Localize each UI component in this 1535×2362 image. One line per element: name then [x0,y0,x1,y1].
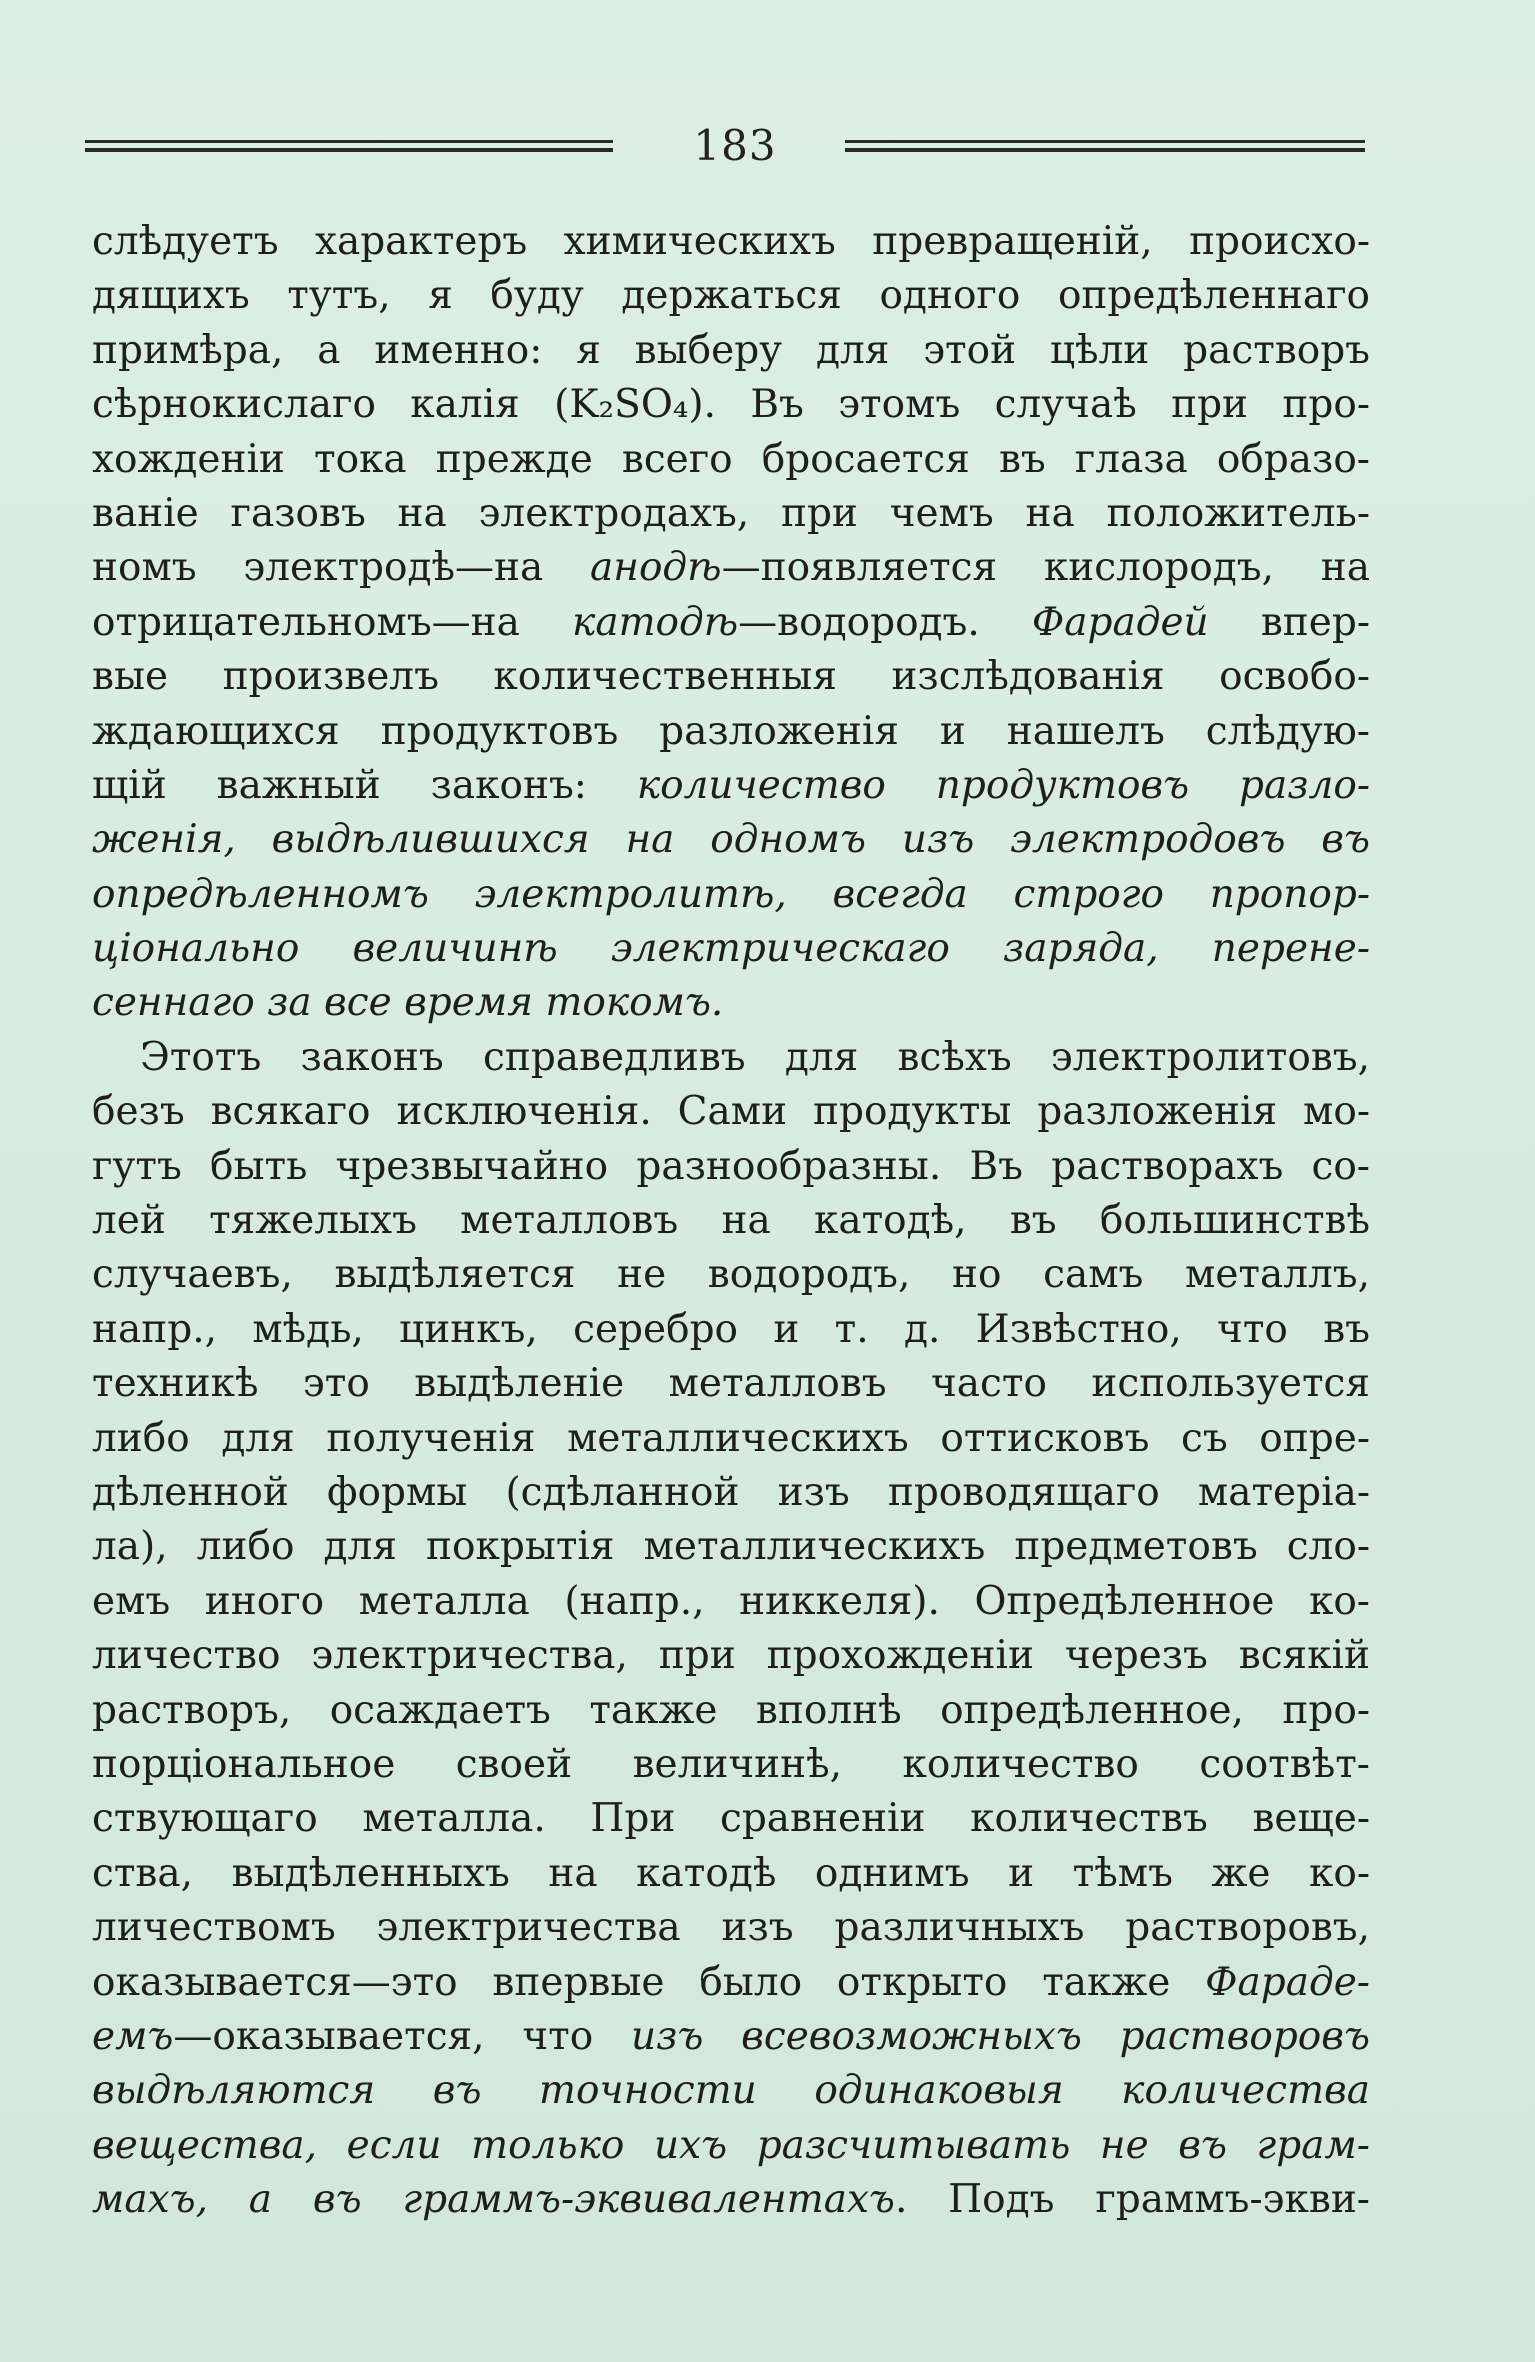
text-run: дѣленной формы (сдѣланной изъ проводящаго матерiа- [92,1469,1370,1515]
text-run: впер- [1208,599,1371,645]
italic-text: Фараде- [1205,1959,1370,2005]
text-line [92,1792,1370,1846]
text-run: случаевъ, выдѣляется не водородъ, но самъ металлъ, [92,1252,1370,1298]
text-line [92,1901,1370,1955]
italic-text: количество продуктовъ разло- [636,762,1370,808]
text-run: —водородъ. [738,599,1032,645]
text-line [92,324,1370,378]
text-line [92,1303,1370,1357]
text-run: техникѣ это выдѣленiе металловъ часто используется [92,1361,1370,1407]
text-run: ла), либо для покрытiя металлическихъ предметовъ сло- [92,1524,1370,1570]
text-line [92,868,1370,922]
text-line [92,1684,1370,1738]
text-run: растворъ, осаждаетъ также вполнѣ опредѣленное, про- [92,1687,1370,1733]
text-run: личествомъ электричества изъ различныхъ растворовъ, [92,1905,1370,1951]
text-run: ждающихся продуктовъ разложенiя и нашелъ слѣдую- [92,708,1370,754]
text-line [92,1085,1370,1139]
body-text [92,215,1370,2227]
text-run: дящихъ тутъ, я буду держаться одного опредѣленнаго [92,273,1370,319]
paragraph [92,1031,1370,2228]
text-run: личество электричества, при прохожденiи черезъ всякiй [92,1633,1370,1679]
text-run: сѣрнокислаго калiя (K₂SO₄). Въ этомъ случаѣ при про- [92,382,1370,428]
text-line [92,813,1370,867]
text-line [92,433,1370,487]
text-line [92,705,1370,759]
text-line [92,1466,1370,1520]
text-run: напр., мѣдь, цинкъ, серебро и т. д. Извѣстно, что въ [92,1306,1370,1352]
text-line [92,487,1370,541]
text-run: ванiе газовъ на электродахъ, при чемъ на положитель- [92,490,1370,536]
paragraph [92,215,1370,1031]
text-run: оказывается—это впервые было открыто также [92,1959,1206,2005]
text-run: емъ иного металла (напр., никкеля). Опредѣленное ко- [92,1578,1370,1624]
text-run: порцiональное своей величинѣ, количество соотвѣт- [92,1741,1370,1787]
text-run: либо для полученiя металлическихъ оттисковъ съ опре- [92,1415,1370,1461]
italic-text: цiонально величинѣ электрическаго заряда, перене- [92,926,1370,972]
text-run: хожденiи тока прежде всего бросается въ глаза образо- [92,436,1370,482]
italic-text: выдѣляются въ точности одинаковыя количества [92,2068,1370,2114]
text-line [92,1629,1370,1683]
text-line [92,1194,1370,1248]
text-run: отрицательномъ—на [92,599,573,645]
italic-text: махъ, а въ граммъ-эквивалентахъ [92,2177,895,2223]
text-run: безъ всякаго исключенiя. Сами продукты разложенiя мо- [92,1089,1370,1135]
italic-text: опредѣленномъ электролитѣ, всегда строго пропор- [92,871,1370,917]
text-run: —оказывается, что [173,2013,631,2059]
text-run: ствующаго металла. При сравненiи количествъ веще- [92,1796,1370,1842]
text-run: примѣра, а именно: я выберу для этой цѣли растворъ [92,327,1370,373]
text-line [92,2010,1370,2064]
text-line [92,1738,1370,1792]
text-run: гутъ быть чрезвычайно разнообразны. Въ растворахъ со- [92,1143,1370,1189]
text-line [92,2119,1370,2173]
italic-text: Фарадей [1031,599,1209,645]
text-line [92,922,1370,976]
text-run: —появляется кислородъ, на [721,545,1370,591]
text-line [92,1520,1370,1574]
text-line [92,1357,1370,1411]
italic-text: изъ всевозможныхъ растворовъ [630,2013,1370,2059]
text-line [92,1031,1370,1085]
text-run: . Подъ граммъ-экви- [894,2177,1370,2223]
text-line [92,976,1370,1030]
text-run: ства, выдѣленныхъ на катодѣ однимъ и тѣмъ же ко- [92,1850,1370,1896]
page-header [85,118,1365,178]
text-line [92,215,1370,269]
text-line [92,541,1370,595]
header-rule-left [85,140,613,154]
text-line [92,2064,1370,2118]
italic-text: сеннаго за все время токомъ. [92,980,724,1026]
italic-text: анодѣ [590,545,722,591]
italic-text: вещества, если только ихъ разсчитывать не въ грам- [92,2122,1370,2168]
text-line [92,1847,1370,1901]
page-number: 183 [693,121,777,170]
text-run: Этотъ законъ справедливъ для всѣхъ электролитовъ, [140,1034,1370,1080]
text-line [92,1956,1370,2010]
text-run: вые произвелъ количественныя изслѣдованiя освобо- [92,654,1370,700]
text-line [92,1575,1370,1629]
text-line [92,1248,1370,1302]
text-line [92,1140,1370,1194]
text-run: щiй важный законъ: [92,762,637,808]
text-line [92,378,1370,432]
text-line [92,1412,1370,1466]
italic-text: емъ [92,2013,174,2059]
text-line [92,596,1370,650]
text-run: номъ электродѣ—на [92,545,591,591]
text-line [92,2173,1370,2227]
text-run: лей тяжелыхъ металловъ на катодѣ, въ большинствѣ [92,1198,1370,1244]
header-rule-right [845,140,1365,154]
italic-text: катодѣ [572,599,739,645]
text-line [92,650,1370,704]
text-line [92,269,1370,323]
text-line [92,759,1370,813]
italic-text: женiя, выдѣлившихся на одномъ изъ электродовъ въ [92,817,1370,863]
text-run: слѣдуетъ характеръ химическихъ превращенiй, происхо- [92,219,1370,264]
